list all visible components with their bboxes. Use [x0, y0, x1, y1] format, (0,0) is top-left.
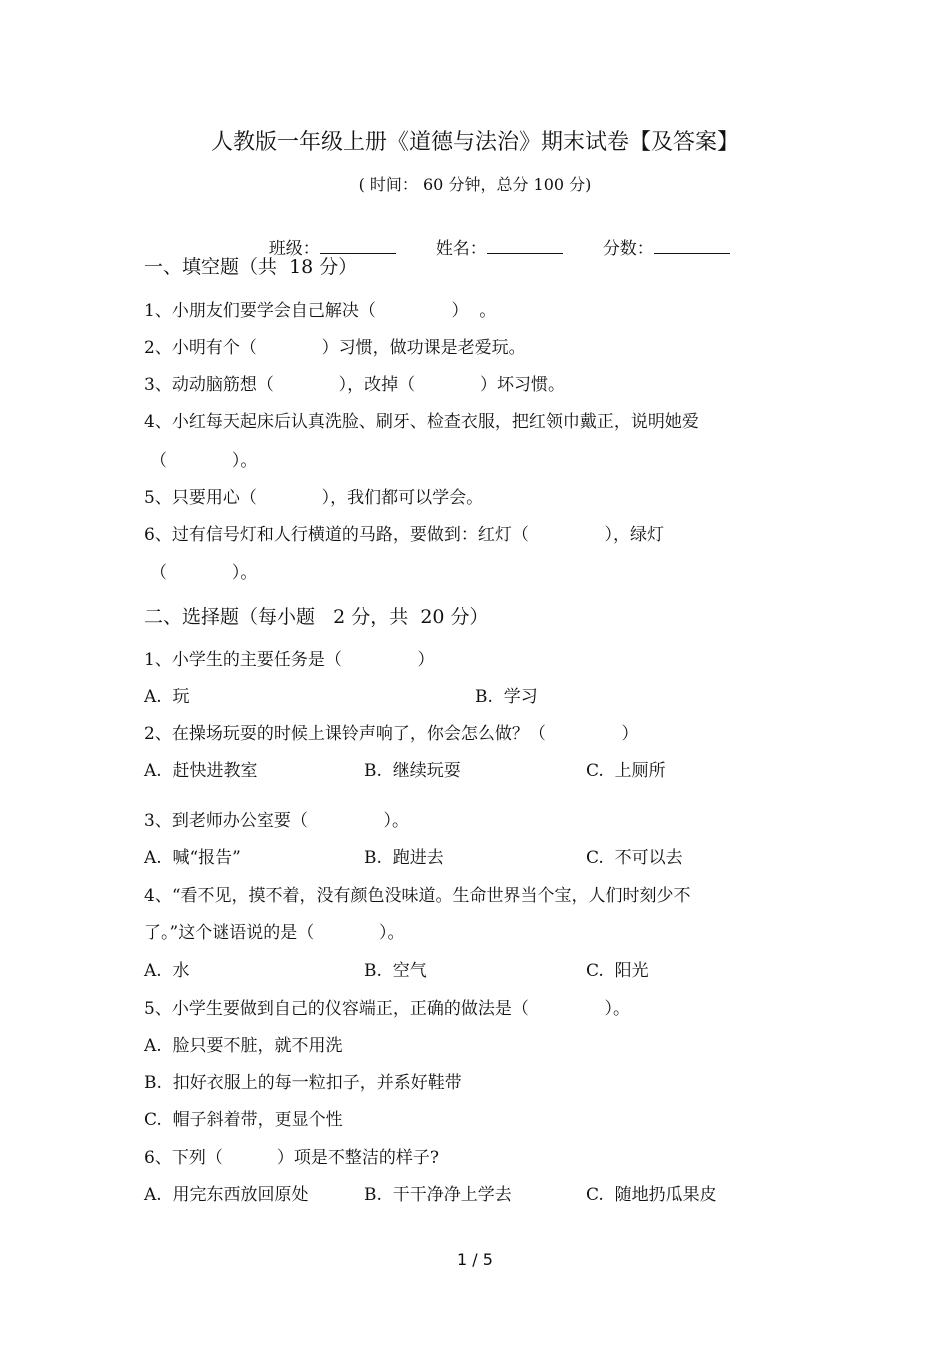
choice-q3-option-a[interactable]: A. 喊“报告”: [144, 848, 241, 868]
page-number: 1 / 5: [457, 1250, 493, 1269]
fill-q6-line1: 6、过有信号灯和人行横道的马路，要做到：红灯（ ），绿灯: [144, 525, 664, 545]
choice-q4-option-a[interactable]: A. 水: [144, 961, 190, 981]
choice-q6-option-b[interactable]: B. 干干净净上学去: [364, 1185, 512, 1205]
choice-q2-option-c[interactable]: C. 上厕所: [586, 761, 666, 781]
choice-q5-option-b[interactable]: B. 扣好衣服上的每一粒扣子，并系好鞋带: [144, 1073, 462, 1093]
class-blank[interactable]: [320, 235, 396, 254]
choice-q5-option-c[interactable]: C. 帽子斜着带，更显个性: [144, 1110, 343, 1130]
fill-q6-line2: （ ）。: [150, 563, 258, 583]
fill-q1: 1、小朋友们要学会自己解决（ ） 。: [144, 301, 497, 321]
choice-q4-option-c[interactable]: C. 阳光: [586, 961, 649, 981]
score-blank[interactable]: [654, 235, 730, 254]
name-label: 姓名：: [435, 239, 487, 259]
choice-q6-stem: 6、下列（ ）项是不整洁的样子?: [144, 1148, 439, 1168]
choice-q2-stem: 2、在操场玩耍的时候上课铃声响了，你会怎么做？（ ）: [144, 724, 639, 744]
choice-q4-stem-line2: 了。”这个谜语说的是（ ）。: [144, 923, 405, 943]
choice-q4-option-b[interactable]: B. 空气: [364, 961, 427, 981]
choice-q3-stem: 3、到老师办公室要（ ）。: [144, 811, 409, 831]
score-label: 分数：: [602, 239, 654, 259]
choice-q6-option-c[interactable]: C. 随地扔瓜果皮: [586, 1185, 717, 1205]
fill-q4-line2: （ ）。: [150, 451, 258, 471]
choice-q3-option-b[interactable]: B. 跑进去: [364, 848, 444, 868]
choice-q6-option-a[interactable]: A. 用完东西放回原处: [144, 1185, 309, 1205]
choice-q4-stem-line1: 4、“看不见，摸不着，没有颜色没味道。生命世界当个宝，人们时刻少不: [144, 886, 691, 906]
name-blank[interactable]: [487, 235, 563, 254]
fill-q4-line1: 4、小红每天起床后认真洗脸、刷牙、检查衣服，把红领巾戴正，说明她爱: [144, 412, 699, 432]
fill-q3: 3、动动脑筋想（ ），改掉（ ）坏习惯。: [144, 375, 566, 395]
choice-q3-option-c[interactable]: C. 不可以去: [586, 848, 683, 868]
choice-q5-stem: 5、小学生要做到自己的仪容端正，正确的做法是（ ）。: [144, 999, 630, 1019]
fill-q2: 2、小明有个（ ）习惯，做功课是老爱玩。: [144, 338, 526, 358]
choice-q2-option-a[interactable]: A. 赶快进教室: [144, 761, 258, 781]
choice-q1-option-a[interactable]: A. 玩: [144, 687, 190, 707]
fill-q5: 5、只要用心（ ），我们都可以学会。: [144, 488, 484, 508]
choice-q1-option-b[interactable]: B. 学习: [475, 687, 538, 707]
section2-heading: 二、选择题（每小题 2 分，共 20 分）: [144, 606, 489, 628]
section1-heading: 一、填空题（共 18 分）: [144, 256, 358, 278]
choice-q2-option-b[interactable]: B. 继续玩耍: [364, 761, 461, 781]
exam-title: 人教版一年级上册《道德与法治》期末试卷【及答案】: [210, 130, 739, 155]
class-label: 班级：: [268, 239, 320, 259]
choice-q5-option-a[interactable]: A. 脸只要不脏，就不用洗: [144, 1036, 343, 1056]
exam-subtitle: ( 时间： 60 分钟，总分 100 分): [358, 175, 592, 194]
choice-q1-stem: 1、小学生的主要任务是（ ）: [144, 650, 435, 670]
